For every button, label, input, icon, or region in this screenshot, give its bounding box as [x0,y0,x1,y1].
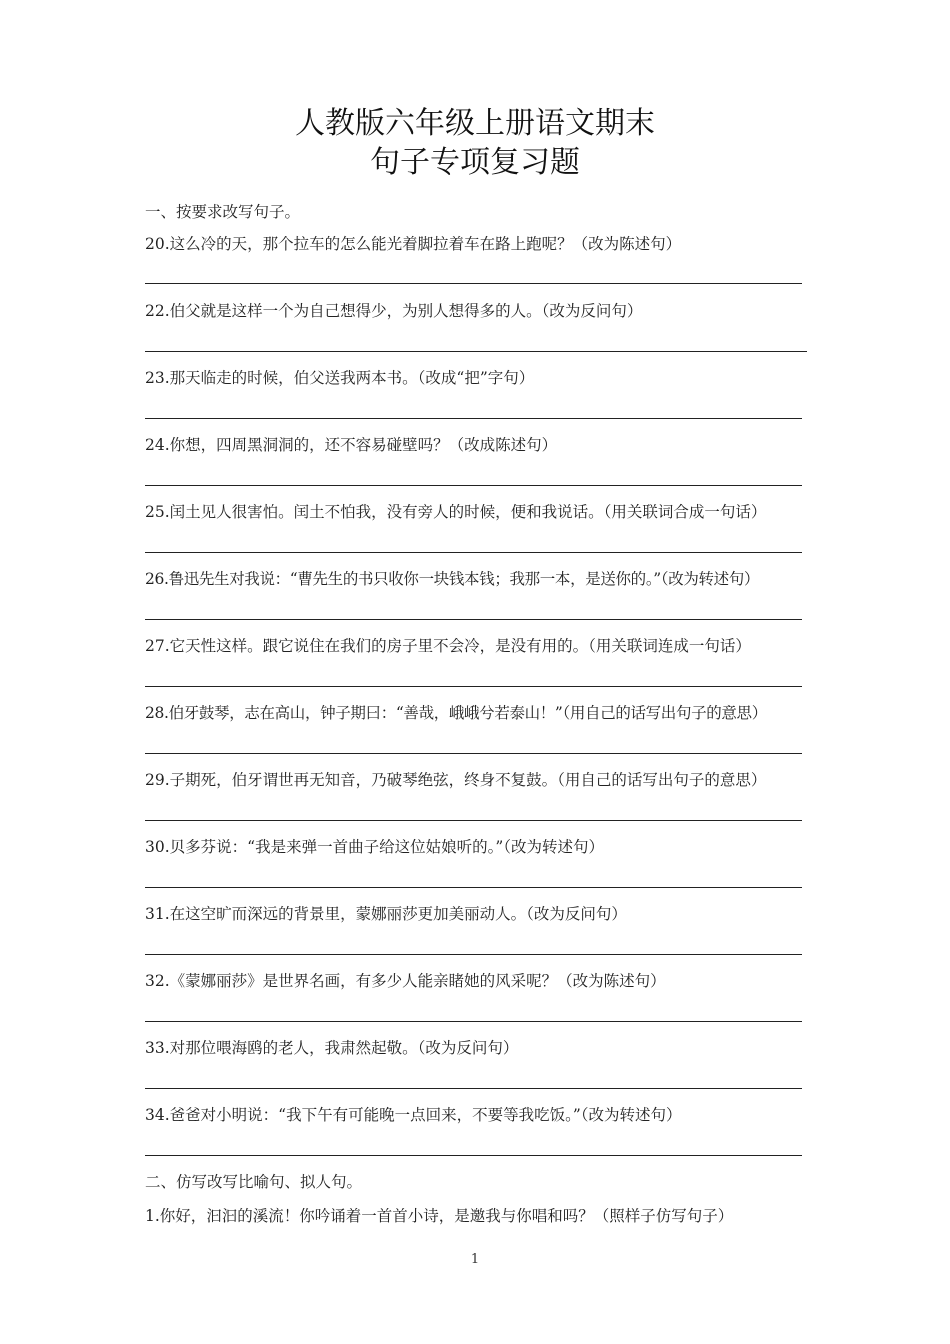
question-32: 32.《蒙娜丽莎》是世界名画，有多少人能亲睹她的风采呢？（改为陈述句） [145,972,666,990]
answer-line-27[interactable] [145,686,802,687]
answer-line-24[interactable] [145,485,802,486]
answer-line-30[interactable] [145,887,802,888]
answer-line-34[interactable] [145,1155,802,1156]
question-31: 31.在这空旷而深远的背景里，蒙娜丽莎更加美丽动人。（改为反问句） [145,905,627,923]
question-34: 34.爸爸对小明说：“我下午有可能晚一点回来，不要等我吃饭。”（改为转述句） [145,1106,682,1124]
page-title-line2: 句子专项复习题 [370,145,580,180]
question-24: 24.你想，四周黑洞洞的，还不容易碰壁吗？（改成陈述句） [145,436,558,454]
question-26: 26.鲁迅先生对我说：“曹先生的书只收你一块钱本钱；我那一本，是送你的。”（改为转述句） [145,570,760,588]
question-23: 23.那天临走的时候，伯父送我两本书。（改成“把”字句） [145,369,535,387]
section1-heading: 一、按要求改写句子。 [145,203,301,221]
answer-line-28[interactable] [145,753,802,754]
section2-heading: 二、仿写改写比喻句、拟人句。 [145,1173,363,1191]
answer-line-31[interactable] [145,954,802,955]
page-number: 1 [470,1252,480,1267]
answer-line-23[interactable] [145,418,802,419]
answer-line-22[interactable] [145,351,807,352]
question-20: 20.这么冷的天，那个拉车的怎么能光着脚拉着车在路上跑呢？（改为陈述句） [145,235,682,253]
answer-line-20[interactable] [145,283,802,284]
page-title-line1: 人教版六年级上册语文期末 [295,106,655,141]
question-30: 30.贝多芬说：“我是来弹一首曲子给这位姑娘听的。”（改为转述句） [145,838,605,856]
answer-line-33[interactable] [145,1088,802,1089]
question-27: 27.它天性这样。跟它说住在我们的房子里不会冷，是没有用的。（用关联词连成一句话） [145,637,751,655]
question-29: 29.子期死，伯牙谓世再无知音，乃破琴绝弦，终身不复鼓。（用自己的话写出句子的意思） [145,771,767,789]
question-22: 22.伯父就是这样一个为自己想得少，为别人想得多的人。（改为反问句） [145,302,643,320]
question-28: 28.伯牙鼓琴，志在高山，钟子期曰：“善哉，峨峨兮若泰山！”（用自己的话写出句子的意思） [145,704,767,722]
question-25: 25.闰土见人很害怕。闰土不怕我，没有旁人的时候，便和我说话。（用关联词合成一句话） [145,503,767,521]
answer-line-32[interactable] [145,1021,802,1022]
section2-question-1: 1.你好，汩汩的溪流！你吟诵着一首首小诗，是邀我与你唱和吗？（照样子仿写句子） [145,1207,734,1225]
answer-line-26[interactable] [145,619,802,620]
answer-line-29[interactable] [145,820,802,821]
question-33: 33.对那位喂海鸥的老人，我肃然起敬。（改为反问句） [145,1039,519,1057]
answer-line-25[interactable] [145,552,802,553]
